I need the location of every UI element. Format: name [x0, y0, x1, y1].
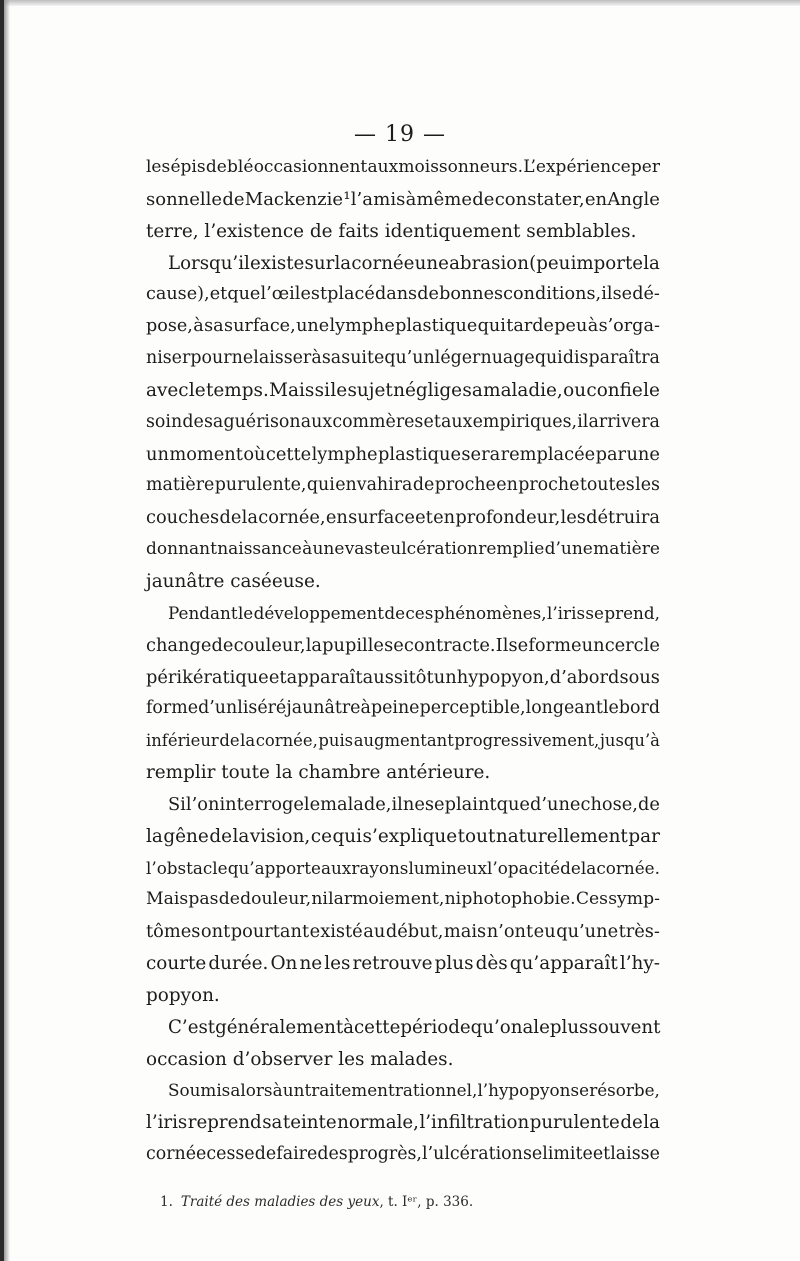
footnote-number: 1.	[160, 1194, 173, 1210]
body-text	[146, 152, 660, 1171]
text-line: un moment où cette lymphe plastique sera remplacée par une	[146, 443, 660, 465]
page-number: — 19 —	[354, 122, 446, 147]
text-line: terre, l’existence de faits identiquement semblables.	[146, 220, 637, 242]
text-line: C’est généralement à cette période qu’on a le plus souvent	[168, 1016, 661, 1038]
text-line: périkératique et apparaît aussitôt un hypopyon, d’abord sous	[146, 666, 660, 688]
text-line: courte durée. On ne les retrouve plus dès qu’apparaît l’hy-	[146, 953, 660, 975]
text-line: avec le temps. Mais si le sujet néglige sa maladie, ou confie le	[146, 379, 660, 401]
text-line: cornée cesse de faire des progrès, l’ulcération se limite et laisse	[146, 1144, 660, 1165]
footnote-reference: , t. Iᵉʳ, p. 336.	[379, 1194, 474, 1210]
text-line: soin de sa guérison aux commères et aux empiriques, il arrivera	[146, 411, 660, 432]
text-line: Si l’on interroge le malade, il ne se plaint que d’une chose, de	[168, 793, 660, 815]
text-line: l’obstacle qu’apporte aux rayons lumineux l’opacité de la cornée.	[146, 857, 660, 878]
text-line: tômes ont pourtant existé au début, mais n’ont eu qu’une très-	[146, 921, 660, 943]
text-line: occasion d’observer les malades.	[146, 1048, 454, 1070]
text-line: cause), et que l’œil est placé dans de bonnes conditions, il se dé-	[146, 284, 660, 305]
text-line: donnant naissance à une vaste ulcération remplie d’une matière	[146, 539, 660, 560]
text-line: forme d’un liséré jaunâtre à peine perceptible, longeant le bord	[146, 698, 660, 719]
footnote	[160, 1194, 473, 1210]
text-line: sonnelle de Mackenzie ¹ l’a mis à même de constater, en Angle	[146, 188, 660, 210]
text-line: les épis de blé occasionnent aux moissonneurs. L’expérience per	[146, 157, 660, 177]
text-line: Lorsqu’il existe sur la cornée une abrasion (peu importe la	[168, 252, 660, 274]
text-line: remplir toute la chambre antérieure.	[146, 762, 491, 784]
text-line: la gêne de la vision, ce qui s’explique tout naturellement par	[146, 825, 660, 847]
text-line: Mais pas de douleur, ni larmoiement, ni photophobie. Ces symp-	[146, 889, 660, 910]
text-line: l’iris reprend sa teinte normale, l’infiltration purulente de la	[146, 1112, 660, 1134]
text-line: inférieur de la cornée, puis augmentant progressivement, jusqu’à	[146, 731, 660, 751]
text-line: niser pour ne laisser à sa suite qu’un léger nuage qui disparaîtra	[146, 348, 660, 369]
text-line: couches de la cornée, en surface et en profondeur, les détruira	[146, 507, 660, 529]
footnote-title: Traité des maladies des yeux	[180, 1194, 380, 1210]
binding-shadow	[4, 0, 10, 1261]
text-line: Soumis alors à un traitement rationnel, l’hypopyon se résorbe,	[168, 1080, 660, 1101]
text-line: jaunâtre caséeuse.	[146, 570, 321, 592]
text-line: matière purulente, qui envahira de proche en proche toutes les	[146, 475, 660, 496]
text-line: change de couleur, la pupille se contracte. Il se forme un cercle	[146, 634, 660, 656]
top-edge-shadow	[0, 0, 800, 6]
text-line: Pendant le développement de ces phénomènes, l’iris se prend,	[168, 602, 660, 623]
text-line: pose, à sa surface, une lymphe plastique qui tarde peu à s’orga-	[146, 316, 660, 337]
text-line: popyon.	[146, 984, 220, 1006]
